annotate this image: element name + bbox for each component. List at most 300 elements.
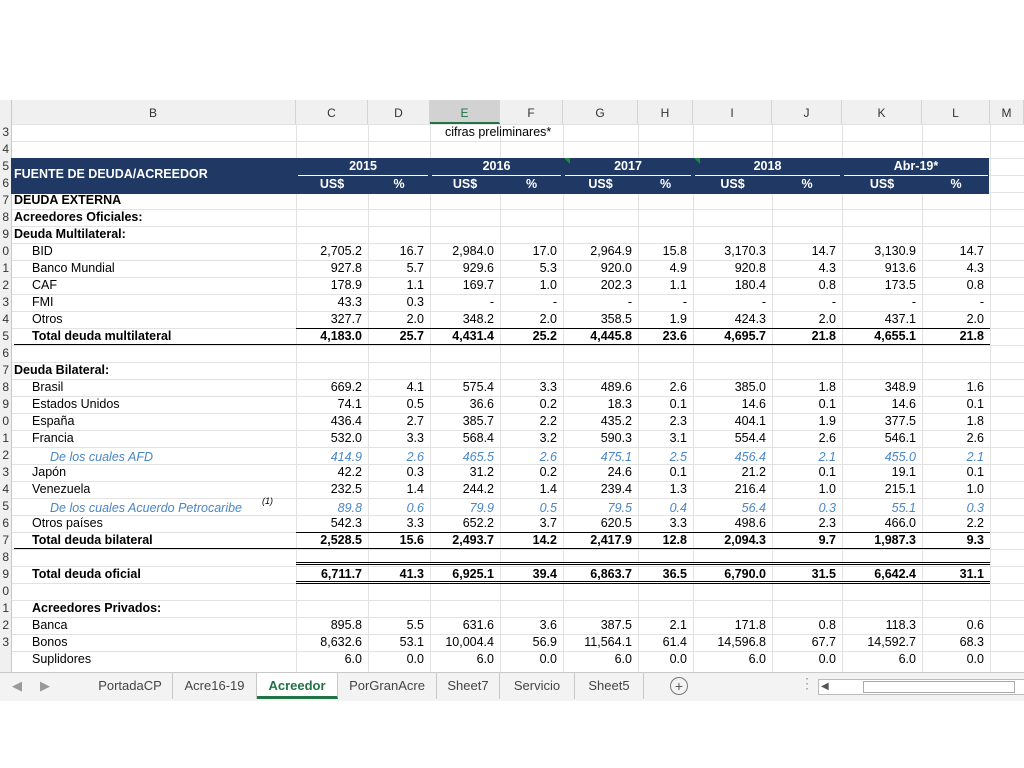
- data-cell[interactable]: 61.4: [662, 635, 687, 649]
- data-cell[interactable]: 14.7: [811, 244, 836, 258]
- grand-total-rule: [296, 562, 990, 563]
- data-cell[interactable]: 5.3: [539, 261, 557, 275]
- horizontal-scrollbar[interactable]: [818, 679, 1024, 695]
- data-cell[interactable]: 2.7: [406, 414, 424, 428]
- data-cell[interactable]: 348.9: [884, 380, 916, 394]
- data-cell[interactable]: 1.3: [669, 482, 687, 496]
- row-number[interactable]: 6: [0, 345, 9, 362]
- data-cell[interactable]: 2,705.2: [320, 244, 362, 258]
- data-cell[interactable]: 15.8: [662, 244, 687, 258]
- data-cell[interactable]: 590.3: [600, 431, 632, 445]
- row-label[interactable]: De los cuales AFD: [50, 450, 154, 464]
- data-cell[interactable]: 620.5: [600, 516, 632, 530]
- column-header-c[interactable]: C: [296, 100, 368, 124]
- column-header-h[interactable]: H: [638, 100, 693, 124]
- data-cell[interactable]: 178.9: [330, 278, 362, 292]
- data-cell[interactable]: 18.3: [607, 397, 632, 411]
- data-cell[interactable]: 4,431.4: [452, 329, 494, 343]
- grid-line: [0, 549, 1024, 550]
- data-cell[interactable]: 920.0: [600, 261, 632, 275]
- row-number[interactable]: 1: [0, 430, 9, 447]
- header-unit: %: [659, 177, 672, 191]
- data-cell[interactable]: 1.6: [966, 380, 984, 394]
- data-cell[interactable]: 437.1: [884, 312, 916, 326]
- data-cell[interactable]: 2.5: [669, 450, 687, 464]
- row-label[interactable]: Acreedores Privados:: [32, 601, 162, 615]
- data-cell[interactable]: 6,925.1: [452, 567, 494, 581]
- data-cell[interactable]: 404.1: [734, 414, 766, 428]
- row-label[interactable]: De los cuales Acuerdo Petrocaribe: [50, 501, 242, 515]
- data-cell[interactable]: 0.8: [966, 278, 984, 292]
- column-header-f[interactable]: F: [500, 100, 563, 124]
- data-cell[interactable]: 387.5: [600, 618, 632, 632]
- row-number[interactable]: 9: [0, 566, 9, 583]
- data-cell[interactable]: 358.5: [600, 312, 632, 326]
- data-cell[interactable]: 9.7: [818, 533, 836, 547]
- data-cell[interactable]: 2.0: [539, 312, 557, 326]
- tab-prev-arrow[interactable]: ◀: [12, 678, 22, 693]
- data-cell[interactable]: 14.6: [741, 397, 766, 411]
- row-label[interactable]: Deuda Multilateral:: [14, 227, 126, 241]
- data-cell[interactable]: 575.4: [462, 380, 494, 394]
- row-label[interactable]: España: [32, 414, 75, 428]
- data-cell[interactable]: 180.4: [734, 278, 766, 292]
- column-header-k[interactable]: K: [842, 100, 922, 124]
- row-number[interactable]: 2: [0, 617, 9, 634]
- row-number[interactable]: 3: [0, 464, 9, 481]
- data-cell[interactable]: 2.1: [966, 450, 984, 464]
- data-cell[interactable]: 4,695.7: [724, 329, 766, 343]
- data-cell[interactable]: 554.4: [734, 431, 766, 445]
- data-cell[interactable]: 631.6: [462, 618, 494, 632]
- data-cell[interactable]: 12.8: [662, 533, 687, 547]
- header-unit: US$: [588, 177, 613, 191]
- data-cell[interactable]: 4.3: [818, 261, 836, 275]
- data-cell[interactable]: 36.6: [469, 397, 494, 411]
- data-cell[interactable]: 6.0: [344, 652, 362, 666]
- data-cell[interactable]: 41.3: [399, 567, 424, 581]
- total-rule: [14, 548, 296, 549]
- row-number[interactable]: 8: [0, 209, 9, 226]
- add-sheet-icon[interactable]: +: [670, 677, 688, 695]
- header-year-rule: [298, 175, 428, 176]
- data-cell[interactable]: 498.6: [734, 516, 766, 530]
- row-number[interactable]: 8: [0, 379, 9, 396]
- data-cell[interactable]: 2.0: [966, 312, 984, 326]
- data-cell[interactable]: 31.2: [469, 465, 494, 479]
- data-cell[interactable]: 55.1: [891, 501, 916, 515]
- data-cell[interactable]: 23.6: [662, 329, 687, 343]
- data-cell[interactable]: 2,094.3: [724, 533, 766, 547]
- data-cell[interactable]: 489.6: [600, 380, 632, 394]
- data-cell[interactable]: 2,984.0: [452, 244, 494, 258]
- data-cell[interactable]: 171.8: [734, 618, 766, 632]
- data-cell[interactable]: 2.6: [406, 450, 424, 464]
- row-label[interactable]: Francia: [32, 431, 74, 445]
- column-header-d[interactable]: D: [368, 100, 430, 124]
- data-cell[interactable]: 920.8: [734, 261, 766, 275]
- data-cell[interactable]: 4,445.8: [590, 329, 632, 343]
- data-cell[interactable]: 2.6: [818, 431, 836, 445]
- data-cell[interactable]: 1.4: [539, 482, 557, 496]
- data-cell[interactable]: 1.1: [669, 278, 687, 292]
- data-cell[interactable]: 3,170.3: [724, 244, 766, 258]
- data-cell[interactable]: 1.9: [669, 312, 687, 326]
- data-cell[interactable]: 2.1: [669, 618, 687, 632]
- row-number[interactable]: 7: [0, 532, 9, 549]
- data-cell[interactable]: 1,987.3: [874, 533, 916, 547]
- data-cell[interactable]: 927.8: [330, 261, 362, 275]
- data-cell[interactable]: 568.4: [462, 431, 494, 445]
- column-header-b[interactable]: B: [11, 100, 296, 124]
- comment-indicator-icon: [564, 158, 570, 164]
- data-cell[interactable]: 3.7: [539, 516, 557, 530]
- row-label[interactable]: Estados Unidos: [32, 397, 120, 411]
- data-cell[interactable]: 0.3: [966, 501, 984, 515]
- data-cell[interactable]: 465.5: [462, 450, 494, 464]
- data-cell[interactable]: 4.9: [669, 261, 687, 275]
- data-cell[interactable]: 6,863.7: [590, 567, 632, 581]
- data-cell[interactable]: 15.6: [399, 533, 424, 547]
- data-cell[interactable]: 25.2: [532, 329, 557, 343]
- data-cell[interactable]: 3,130.9: [874, 244, 916, 258]
- row-label[interactable]: Japón: [32, 465, 67, 479]
- data-cell[interactable]: 43.3: [337, 295, 362, 309]
- row-label[interactable]: FMI: [32, 295, 54, 309]
- row-label[interactable]: Bonos: [32, 635, 68, 649]
- row-label[interactable]: Total deuda multilateral: [32, 329, 172, 343]
- row-label[interactable]: Brasil: [32, 380, 64, 394]
- data-cell[interactable]: 39.4: [532, 567, 557, 581]
- row-number[interactable]: 0: [0, 413, 9, 430]
- header-unit: %: [801, 177, 813, 191]
- row-number[interactable]: 0: [0, 243, 9, 260]
- data-cell[interactable]: 25.7: [399, 329, 424, 343]
- data-cell[interactable]: -: [911, 295, 916, 309]
- data-cell[interactable]: 0.1: [669, 397, 687, 411]
- data-cell[interactable]: 436.4: [330, 414, 362, 428]
- data-cell[interactable]: 929.6: [462, 261, 494, 275]
- data-cell[interactable]: 348.2: [462, 312, 494, 326]
- data-cell[interactable]: 0.1: [669, 465, 687, 479]
- data-cell[interactable]: 6.0: [614, 652, 632, 666]
- column-header-l[interactable]: L: [922, 100, 990, 124]
- row-label[interactable]: Banco Mundial: [32, 261, 115, 275]
- data-cell[interactable]: 3.1: [669, 431, 687, 445]
- row-label[interactable]: Otros países: [32, 516, 103, 530]
- data-cell[interactable]: 6.0: [476, 652, 494, 666]
- data-cell[interactable]: 0.2: [539, 465, 557, 479]
- row-number[interactable]: 5: [0, 158, 9, 175]
- data-cell[interactable]: 0.8: [818, 618, 836, 632]
- row-number[interactable]: 2: [0, 447, 9, 464]
- data-cell[interactable]: 31.5: [811, 567, 836, 581]
- data-cell[interactable]: 4,183.0: [320, 329, 362, 343]
- data-cell[interactable]: -: [831, 295, 836, 309]
- data-cell[interactable]: 173.5: [884, 278, 916, 292]
- data-cell[interactable]: 1.0: [539, 278, 557, 292]
- data-cell[interactable]: 456.4: [734, 450, 766, 464]
- data-cell[interactable]: 2.6: [966, 431, 984, 445]
- data-cell[interactable]: 0.0: [669, 652, 687, 666]
- data-cell[interactable]: 546.1: [884, 431, 916, 445]
- row-number[interactable]: 8: [0, 549, 9, 566]
- data-cell[interactable]: 466.0: [884, 516, 916, 530]
- row-label[interactable]: Suplidores: [32, 652, 92, 666]
- data-cell[interactable]: 0.8: [818, 278, 836, 292]
- data-cell[interactable]: -: [489, 295, 494, 309]
- row-number[interactable]: 5: [0, 328, 9, 345]
- data-cell[interactable]: -: [552, 295, 557, 309]
- data-cell[interactable]: 2.6: [539, 450, 557, 464]
- data-cell[interactable]: 0.3: [406, 465, 424, 479]
- data-cell[interactable]: 1.0: [818, 482, 836, 496]
- data-cell[interactable]: 0.1: [818, 465, 836, 479]
- data-cell[interactable]: 56.9: [532, 635, 557, 649]
- data-cell[interactable]: 424.3: [734, 312, 766, 326]
- data-cell[interactable]: 239.4: [600, 482, 632, 496]
- data-cell[interactable]: 0.6: [966, 618, 984, 632]
- data-cell[interactable]: 435.2: [600, 414, 632, 428]
- data-cell[interactable]: 2.0: [406, 312, 424, 326]
- data-cell[interactable]: 3.3: [669, 516, 687, 530]
- data-cell[interactable]: 0.1: [966, 465, 984, 479]
- data-cell[interactable]: 232.5: [330, 482, 362, 496]
- data-cell[interactable]: 455.0: [884, 450, 916, 464]
- column-header-j[interactable]: J: [772, 100, 842, 124]
- data-cell[interactable]: 2,417.9: [590, 533, 632, 547]
- data-cell[interactable]: 6,711.7: [320, 567, 362, 581]
- scroll-left-icon[interactable]: ◀: [821, 681, 829, 692]
- row-number[interactable]: 9: [0, 226, 9, 243]
- data-cell[interactable]: 6.0: [898, 652, 916, 666]
- grand-total-rule: [296, 583, 990, 584]
- data-cell[interactable]: -: [627, 295, 632, 309]
- data-cell[interactable]: 385.0: [734, 380, 766, 394]
- data-cell[interactable]: 0.0: [539, 652, 557, 666]
- data-cell[interactable]: -: [761, 295, 766, 309]
- data-cell[interactable]: 0.4: [669, 501, 687, 515]
- row-number[interactable]: 3: [0, 294, 9, 311]
- data-cell[interactable]: 475.1: [600, 450, 632, 464]
- data-cell[interactable]: 67.7: [811, 635, 836, 649]
- sheet-tab-sheet7[interactable]: Sheet7: [437, 673, 500, 699]
- data-cell[interactable]: 244.2: [462, 482, 494, 496]
- data-cell[interactable]: 3.3: [406, 516, 424, 530]
- column-header-m[interactable]: M: [990, 100, 1024, 124]
- data-cell[interactable]: 385.7: [462, 414, 494, 428]
- data-cell[interactable]: 3.3: [406, 431, 424, 445]
- header-year: 2015: [349, 159, 377, 173]
- data-cell[interactable]: 2,964.9: [590, 244, 632, 258]
- data-cell[interactable]: 3.6: [539, 618, 557, 632]
- row-number[interactable]: 6: [0, 515, 9, 532]
- data-cell[interactable]: 14,592.7: [867, 635, 916, 649]
- sheet-tab-sheet5[interactable]: Sheet5: [575, 673, 644, 699]
- data-cell[interactable]: 11,564.1: [584, 635, 632, 649]
- row-number[interactable]: 5: [0, 498, 9, 515]
- row-number[interactable]: 6: [0, 175, 9, 192]
- data-cell[interactable]: 327.7: [330, 312, 362, 326]
- data-cell[interactable]: 56.4: [741, 501, 766, 515]
- data-cell[interactable]: 0.5: [539, 501, 557, 515]
- data-cell[interactable]: 4,655.1: [874, 329, 916, 343]
- data-cell[interactable]: 36.5: [662, 567, 687, 581]
- data-cell[interactable]: 0.3: [406, 295, 424, 309]
- data-cell[interactable]: 215.1: [884, 482, 916, 496]
- row-number[interactable]: 4: [0, 481, 9, 498]
- data-cell[interactable]: -: [682, 295, 687, 309]
- row-number[interactable]: 7: [0, 192, 9, 209]
- column-header-e[interactable]: E: [430, 100, 500, 124]
- row-label[interactable]: Total deuda oficial: [32, 567, 141, 581]
- grid-line: [990, 124, 991, 672]
- data-cell[interactable]: 1.0: [966, 482, 984, 496]
- row-label[interactable]: BID: [32, 244, 53, 258]
- row-label[interactable]: Banca: [32, 618, 68, 632]
- data-cell[interactable]: 16.7: [399, 244, 424, 258]
- data-cell[interactable]: 6,790.0: [724, 567, 766, 581]
- data-cell[interactable]: 0.0: [406, 652, 424, 666]
- data-cell[interactable]: 895.8: [330, 618, 362, 632]
- data-cell[interactable]: 8,632.6: [320, 635, 362, 649]
- data-cell[interactable]: 2.6: [669, 380, 687, 394]
- row-number[interactable]: 1: [0, 600, 9, 617]
- data-cell[interactable]: 14,596.8: [717, 635, 766, 649]
- data-cell[interactable]: -: [979, 295, 984, 309]
- data-cell[interactable]: 2.2: [539, 414, 557, 428]
- row-number[interactable]: 9: [0, 396, 9, 413]
- data-cell[interactable]: 74.1: [337, 397, 362, 411]
- data-cell[interactable]: 542.3: [330, 516, 362, 530]
- row-number[interactable]: 3: [0, 634, 9, 651]
- data-cell[interactable]: 652.2: [462, 516, 494, 530]
- data-cell[interactable]: 3.2: [539, 431, 557, 445]
- row-number[interactable]: 0: [0, 583, 9, 600]
- data-cell[interactable]: 2.0: [818, 312, 836, 326]
- data-cell[interactable]: 3.3: [539, 380, 557, 394]
- data-cell[interactable]: 377.5: [884, 414, 916, 428]
- data-cell[interactable]: 118.3: [885, 618, 916, 632]
- grand-total-rule: [296, 581, 990, 582]
- data-cell[interactable]: 10,004.4: [445, 635, 494, 649]
- data-cell[interactable]: 216.4: [734, 482, 766, 496]
- data-cell[interactable]: 0.1: [818, 397, 836, 411]
- data-cell[interactable]: 0.5: [406, 397, 424, 411]
- sheet-tab-acre16-19[interactable]: Acre16-19: [173, 673, 257, 699]
- header-unit: US$: [319, 177, 345, 191]
- data-cell[interactable]: 42.2: [337, 465, 362, 479]
- cifras-note[interactable]: cifras preliminares*: [445, 125, 552, 139]
- row-number[interactable]: 3: [0, 124, 9, 141]
- row-number[interactable]: 4: [0, 141, 9, 158]
- data-cell[interactable]: 202.3: [600, 278, 632, 292]
- row-label[interactable]: Total deuda bilateral: [32, 533, 153, 547]
- data-cell[interactable]: 0.2: [539, 397, 557, 411]
- data-cell[interactable]: 2,528.5: [320, 533, 362, 547]
- row-label[interactable]: DEUDA EXTERNA: [14, 193, 122, 207]
- data-cell[interactable]: 0.6: [406, 501, 424, 515]
- data-cell[interactable]: 21.2: [741, 465, 766, 479]
- data-cell[interactable]: 5.7: [406, 261, 424, 275]
- data-cell[interactable]: 6,642.4: [874, 567, 916, 581]
- data-cell[interactable]: 31.1: [959, 567, 984, 581]
- data-cell[interactable]: 6.0: [748, 652, 766, 666]
- sheet-tab-acreedor[interactable]: Acreedor: [257, 673, 338, 699]
- sheet-tab-servicio[interactable]: Servicio: [500, 673, 575, 699]
- data-cell[interactable]: 2.3: [669, 414, 687, 428]
- data-cell[interactable]: 913.6: [884, 261, 916, 275]
- data-cell[interactable]: 24.6: [607, 465, 632, 479]
- row-number[interactable]: 7: [0, 362, 9, 379]
- data-cell[interactable]: 5.5: [406, 618, 424, 632]
- data-cell[interactable]: 2.1: [818, 450, 836, 464]
- column-header-g[interactable]: G: [563, 100, 638, 124]
- data-cell[interactable]: 2.2: [966, 516, 984, 530]
- data-cell[interactable]: 9.3: [966, 533, 984, 547]
- row-number[interactable]: 2: [0, 277, 9, 294]
- data-cell[interactable]: 0.0: [966, 652, 984, 666]
- data-cell[interactable]: 4.1: [406, 380, 424, 394]
- data-cell[interactable]: 414.9: [330, 450, 362, 464]
- data-cell[interactable]: 0.3: [818, 501, 836, 515]
- data-cell[interactable]: 14.6: [891, 397, 916, 411]
- comment-indicator-icon: [694, 158, 700, 164]
- row-label[interactable]: Deuda Bilateral:: [14, 363, 110, 377]
- row-number[interactable]: 4: [0, 311, 9, 328]
- row-label[interactable]: Otros: [32, 312, 63, 326]
- sheet-tab-porgranacre[interactable]: PorGranAcre: [338, 673, 437, 699]
- data-cell[interactable]: 21.8: [959, 329, 984, 343]
- data-cell[interactable]: 532.0: [330, 431, 362, 445]
- row-number[interactable]: 1: [0, 260, 9, 277]
- data-cell[interactable]: 1.9: [818, 414, 836, 428]
- header-year: 2017: [614, 159, 642, 173]
- data-cell[interactable]: 68.3: [959, 635, 984, 649]
- data-cell[interactable]: 4.3: [966, 261, 984, 275]
- data-cell[interactable]: 1.1: [406, 278, 424, 292]
- data-cell[interactable]: 17.0: [532, 244, 557, 258]
- data-cell[interactable]: 1.8: [966, 414, 984, 428]
- data-cell[interactable]: 79.5: [607, 501, 632, 515]
- split-handle-icon[interactable]: ⋮: [800, 675, 814, 691]
- data-cell[interactable]: 53.1: [399, 635, 424, 649]
- data-cell[interactable]: 19.1: [891, 465, 916, 479]
- data-cell[interactable]: 21.8: [811, 329, 836, 343]
- column-header-i[interactable]: I: [693, 100, 772, 124]
- data-cell[interactable]: 89.8: [337, 501, 362, 515]
- data-cell[interactable]: 0.0: [818, 652, 836, 666]
- data-cell[interactable]: 169.7: [462, 278, 494, 292]
- data-cell[interactable]: 1.8: [818, 380, 836, 394]
- data-cell[interactable]: 79.9: [469, 501, 494, 515]
- row-label[interactable]: CAF: [32, 278, 57, 292]
- data-cell[interactable]: 14.2: [532, 533, 557, 547]
- sheet-tab-portadacp[interactable]: PortadaCP: [88, 673, 173, 699]
- row-label[interactable]: Acreedores Oficiales:: [14, 210, 143, 224]
- data-cell[interactable]: 14.7: [959, 244, 984, 258]
- data-cell[interactable]: 1.4: [406, 482, 424, 496]
- data-cell[interactable]: 2.3: [818, 516, 836, 530]
- header-unit: %: [950, 177, 962, 191]
- row-label[interactable]: Venezuela: [32, 482, 91, 496]
- data-cell[interactable]: 669.2: [330, 380, 362, 394]
- data-cell[interactable]: 2,493.7: [452, 533, 494, 547]
- tab-next-arrow[interactable]: ▶: [40, 678, 50, 693]
- select-all-corner[interactable]: [0, 100, 12, 124]
- scroll-thumb[interactable]: [863, 681, 1015, 693]
- data-cell[interactable]: 0.1: [966, 397, 984, 411]
